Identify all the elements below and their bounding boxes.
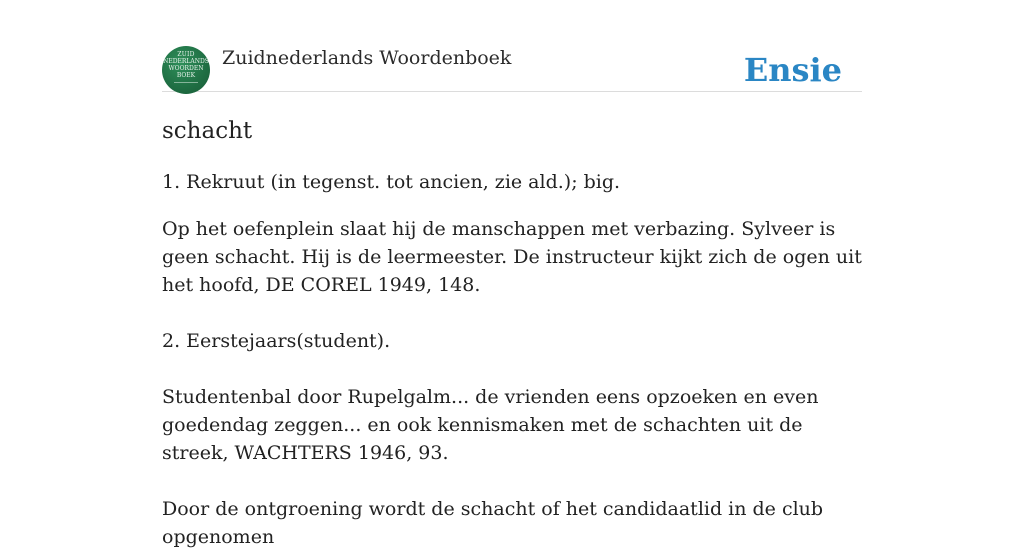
example-2: Studentenbal door Rupelgalm... de vrienden eens opzoeken en even goedendag zeggen... en ook kennismaken met de schachten uit de streek, WACHTERS 1946, 93. (162, 386, 819, 464)
logo-divider (174, 82, 198, 83)
logo-line: ZUID (177, 51, 195, 58)
example-1: Op het oefenplein slaat hij de manschappen met verbazing. Sylveer is geen schacht. Hij is de leermeester. De instructeur kijkt zich de ogen uit het hoofd, DE COREL 1949, 148. (162, 218, 862, 296)
logo-line: BOEK (176, 72, 196, 79)
dictionary-name-link[interactable]: Zuidnederlands Woordenboek (222, 47, 512, 69)
dictionary-logo[interactable] (162, 46, 210, 94)
definition-2: 2. Eerstejaars(student). (162, 330, 391, 352)
logo-line: NEDERLANDS (163, 58, 209, 65)
example-3: Door de ontgroening wordt de schacht of het candidaatlid in de club opgenomen (162, 498, 824, 548)
entry-headword: schacht (162, 118, 253, 144)
ensie-brand-logo[interactable]: Ensie (743, 51, 842, 89)
logo-line: WOORDEN (168, 65, 204, 72)
site-header (162, 44, 862, 92)
definition-1: 1. Rekruut (in tegenst. tot ancien, zie ald.); big. (162, 171, 621, 193)
entry-body (162, 168, 862, 551)
